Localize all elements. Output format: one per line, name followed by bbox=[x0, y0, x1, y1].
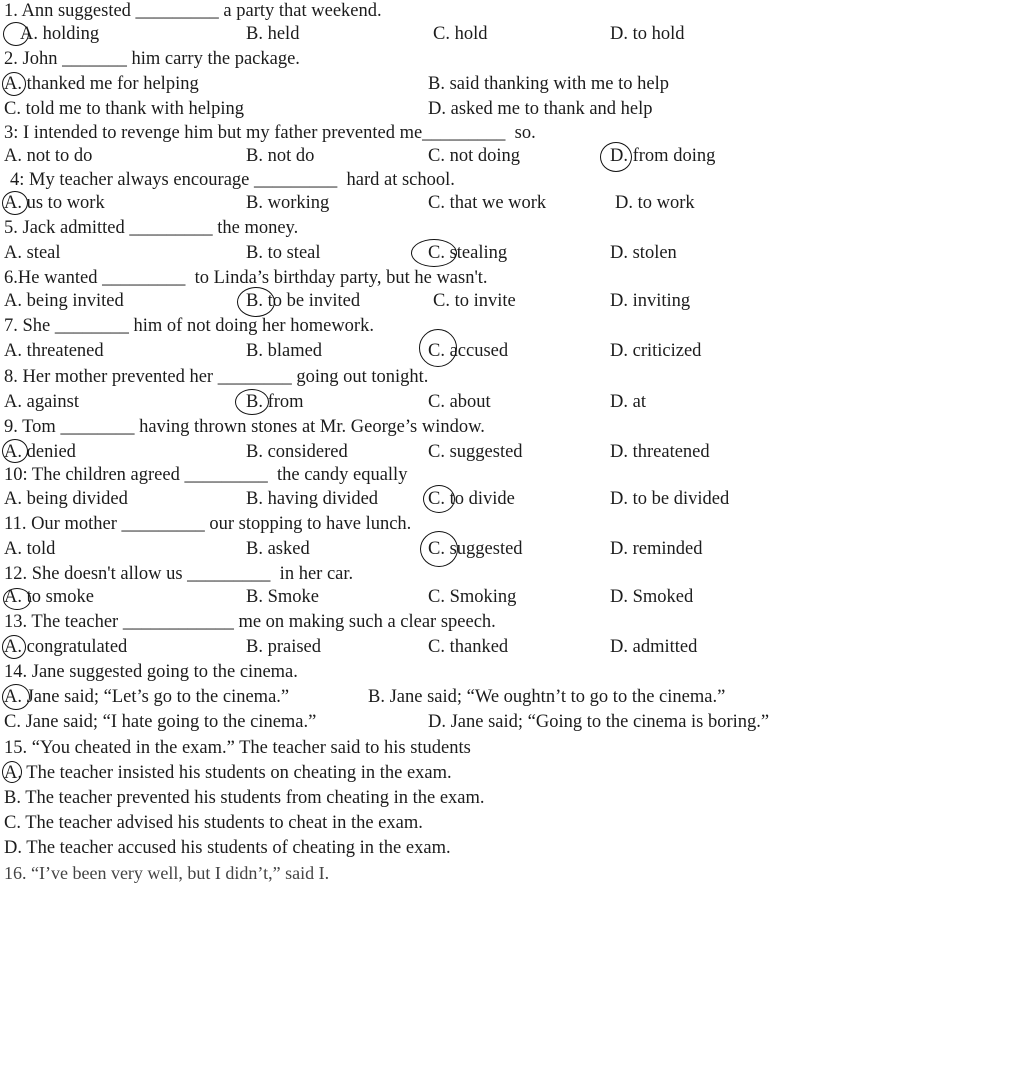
question-13-option-b: B. praised bbox=[246, 637, 322, 657]
question-1-option-b: B. held bbox=[246, 24, 300, 44]
question-6-option-b: B. to be invited bbox=[246, 291, 361, 311]
question-13-option-a: A. congratulated bbox=[4, 637, 128, 657]
question-15-option-d: D. The teacher accused his students of cheating in the exam. bbox=[4, 838, 451, 858]
question-8-option-b: B. from bbox=[246, 392, 304, 412]
question-11-option-d: D. reminded bbox=[610, 539, 703, 559]
question-6-option-a: A. being invited bbox=[4, 291, 124, 311]
question-11-option-b: B. asked bbox=[246, 539, 310, 559]
question-1-option-c: C. hold bbox=[433, 24, 488, 44]
answer-circle-10 bbox=[423, 485, 455, 513]
question-1-option-d: D. to hold bbox=[610, 24, 685, 44]
question-8-option-a: A. against bbox=[4, 392, 80, 412]
question-3-option-c: C. not doing bbox=[428, 146, 520, 166]
question-5-option-d: D. stolen bbox=[610, 243, 677, 263]
question-15-stem: 15. “You cheated in the exam.” The teacher said to his students bbox=[4, 738, 471, 758]
question-5-option-b: B. to steal bbox=[246, 243, 321, 263]
question-12-option-b: B. Smoke bbox=[246, 587, 319, 607]
question-9-option-b: B. considered bbox=[246, 442, 348, 462]
question-14-option-d: D. Jane said; “Going to the cinema is boring.” bbox=[428, 712, 770, 732]
answer-circle-8 bbox=[235, 389, 269, 415]
answer-circle-5 bbox=[411, 239, 457, 267]
question-15-option-a: A. The teacher insisted his students on cheating in the exam. bbox=[4, 763, 452, 783]
answer-circle-11 bbox=[420, 531, 458, 567]
question-14-stem: 14. Jane suggested going to the cinema. bbox=[4, 662, 298, 682]
question-15-option-c: C. The teacher advised his students to cheat in the exam. bbox=[4, 813, 423, 833]
question-12-option-c: C. Smoking bbox=[428, 587, 517, 607]
question-13-option-d: D. admitted bbox=[610, 637, 698, 657]
question-10-stem: 10: The children agreed _________ the candy equally bbox=[4, 465, 408, 485]
question-2-option-d: D. asked me to thank and help bbox=[428, 99, 653, 119]
question-3-option-b: B. not do bbox=[246, 146, 315, 166]
question-7-stem: 7. She ________ him of not doing her homework. bbox=[4, 316, 374, 336]
question-4-option-a: A. us to work bbox=[4, 193, 105, 213]
question-7-option-c: C. accused bbox=[428, 341, 509, 361]
question-8-stem: 8. Her mother prevented her ________ going out tonight. bbox=[4, 367, 429, 387]
question-7-option-a: A. threatened bbox=[4, 341, 104, 361]
question-12-stem: 12. She doesn't allow us _________ in her car. bbox=[4, 564, 354, 584]
question-9-stem: 9. Tom ________ having thrown stones at Mr. George’s window. bbox=[4, 417, 485, 437]
cutoff-question-16 bbox=[4, 862, 364, 883]
question-2-option-c: C. told me to thank with helping bbox=[4, 99, 244, 119]
question-1-option-a: A. holding bbox=[20, 24, 100, 44]
answer-circle-4 bbox=[2, 191, 28, 215]
question-5-option-c: C. stealing bbox=[428, 243, 508, 263]
answer-circle-1 bbox=[3, 22, 29, 46]
question-13-option-c: C. thanked bbox=[428, 637, 509, 657]
answer-circle-15 bbox=[2, 761, 22, 783]
question-10-option-d: D. to be divided bbox=[610, 489, 730, 509]
question-2-stem: 2. John _______ him carry the package. bbox=[4, 49, 300, 69]
answer-circle-3 bbox=[600, 142, 632, 172]
question-2-option-a: A. thanked me for helping bbox=[4, 74, 199, 94]
answer-circle-13 bbox=[2, 635, 26, 659]
question-10-option-c: C. to divide bbox=[428, 489, 515, 509]
question-15-option-b: B. The teacher prevented his students from cheating in the exam. bbox=[4, 788, 485, 808]
question-11-option-c: C. suggested bbox=[428, 539, 523, 559]
question-4-option-c: C. that we work bbox=[428, 193, 547, 213]
question-4-option-b: B. working bbox=[246, 193, 330, 213]
question-5-option-a: A. steal bbox=[4, 243, 61, 263]
question-14-option-c: C. Jane said; “I hate going to the cinema.” bbox=[4, 712, 317, 732]
question-10-option-a: A. being divided bbox=[4, 489, 128, 509]
question-3-stem: 3: I intended to revenge him but my father prevented me_________ so. bbox=[4, 123, 536, 143]
answer-circle-7 bbox=[419, 329, 457, 367]
question-4-stem: 4: My teacher always encourage _________ hard at school. bbox=[10, 170, 455, 190]
answer-circle-2 bbox=[2, 72, 26, 96]
question-7-option-b: B. blamed bbox=[246, 341, 323, 361]
answer-circle-12 bbox=[3, 588, 31, 610]
question-11-stem: 11. Our mother _________ our stopping to have lunch. bbox=[4, 514, 412, 534]
answer-circle-14 bbox=[2, 684, 30, 710]
question-8-option-c: C. about bbox=[428, 392, 491, 412]
question-11-option-a: A. told bbox=[4, 539, 56, 559]
question-3-option-a: A. not to do bbox=[4, 146, 93, 166]
question-13-stem: 13. The teacher ____________ me on making such a clear speech. bbox=[4, 612, 496, 632]
question-14-option-b: B. Jane said; “We oughtn’t to go to the cinema.” bbox=[368, 687, 726, 707]
cutoff-question-16-text: 16. “I’ve been very well, but I didn’t,” said I. bbox=[4, 863, 330, 883]
question-9-option-a: A. denied bbox=[4, 442, 76, 462]
question-2-option-b: B. said thanking with me to help bbox=[428, 74, 669, 94]
question-6-stem: 6.He wanted _________ to Linda’s birthday party, but he wasn't. bbox=[4, 268, 488, 288]
question-12-option-a: A. to smoke bbox=[4, 587, 94, 607]
question-9-option-c: C. suggested bbox=[428, 442, 523, 462]
question-9-option-d: D. threatened bbox=[610, 442, 710, 462]
question-5-stem: 5. Jack admitted _________ the money. bbox=[4, 218, 299, 238]
answer-circle-6 bbox=[237, 287, 275, 317]
question-4-option-d: D. to work bbox=[615, 193, 695, 213]
question-6-option-d: D. inviting bbox=[610, 291, 691, 311]
question-7-option-d: D. criticized bbox=[610, 341, 702, 361]
question-12-option-d: D. Smoked bbox=[610, 587, 694, 607]
question-8-option-d: D. at bbox=[610, 392, 646, 412]
answer-circle-9 bbox=[2, 439, 28, 463]
question-1-stem: 1. Ann suggested _________ a party that weekend. bbox=[4, 1, 382, 21]
question-14-option-a: A. Jane said; “Let’s go to the cinema.” bbox=[4, 687, 290, 707]
question-6-option-c: C. to invite bbox=[433, 291, 516, 311]
question-10-option-b: B. having divided bbox=[246, 489, 379, 509]
question-3-option-d: D. from doing bbox=[610, 146, 716, 166]
